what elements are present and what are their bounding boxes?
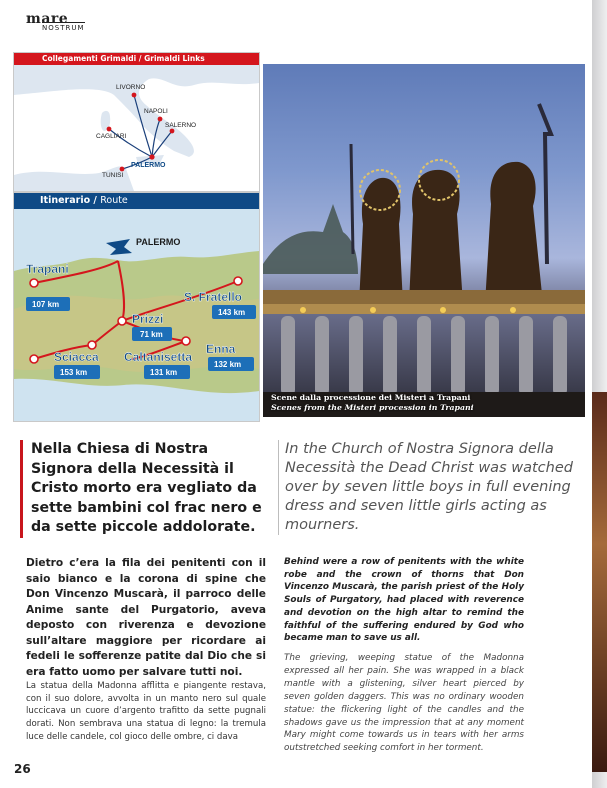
route-map-title (14, 193, 259, 209)
map1-city: SALERNO (165, 122, 197, 129)
route-place-km: 131 km (150, 368, 178, 377)
procession-photo (263, 64, 585, 417)
body-italian: La statua della Madonna afflitta e piangente restava, con il suo dolore, avvolta in un manto nero sul quale luccicava un cuore d’argento trafitto da sette pugnali dorati. Non sembrava una statua di legno: la tremula luce delle candele, col gioco delle ombre, ci dava (26, 681, 266, 742)
body-english: The grieving, weeping statue of the Madonna expressed all her pain. She was wrapped in a black mantle with a glistening, silver heart pierced by seven golden daggers. This was no ordinary wooden statue: the flickering light of the candles and the shadows gave us the impression that at any moment Mary might come towards us in tears with her arms outstretched seeking comfort in her torment. (284, 653, 524, 754)
lead-english: In the Church of Nostra Signora della Necessità the Dead Christ was watched over by seven little boys in full evening dress and seven little girls acting as mourners. (278, 440, 585, 535)
photo-caption (271, 393, 474, 413)
route-map (13, 192, 260, 422)
magazine-logo (26, 8, 85, 32)
logo-mare: mare (26, 11, 69, 27)
route-place-name: Caltanisetta (124, 350, 193, 364)
route-place-name: Prizzi (132, 312, 164, 326)
route-place-name: Sciacca (54, 350, 99, 364)
procession-illustration (263, 64, 585, 417)
photo-caption-en: Scenes from the Misteri procession in Trapani (271, 403, 474, 412)
map1-city: NAPOLI (144, 108, 168, 115)
route-place-km: 71 km (140, 330, 163, 339)
lead-italian: Nella Chiesa di Nostra Signora della Necessità il Cristo morto era vegliato da sette bambini col frac nero e da sette piccole addolorate. (20, 440, 271, 538)
route-place-km: 153 km (60, 368, 88, 377)
route-place-name: S. Fratello (184, 290, 243, 304)
route-place-km: 143 km (218, 308, 246, 317)
sicily-map (14, 209, 259, 421)
next-page-edge (592, 392, 607, 772)
route-title-sep: / (90, 195, 101, 206)
mediterranean-map (14, 65, 259, 191)
logo-nostrum: NOSTRUM (42, 24, 85, 32)
grimaldi-links-title: Collegamenti Grimaldi / Grimaldi Links (14, 53, 259, 65)
route-title-en: Route (100, 195, 128, 206)
route-place-name: Enna (206, 342, 236, 356)
grimaldi-links-map (13, 52, 260, 192)
route-place-km: 132 km (214, 360, 242, 369)
body-english-bold: Behind were a row of penitents with the white robe and the crown of thorns that Don Vincenzo Muscarà, the parish priest of the Holy Souls of Purgatory, had placed with reverence and devotion on the high altar to remind the faithful of the suffering endured by God who became man to save us all. (284, 557, 524, 644)
route-place-km: 107 km (32, 300, 60, 309)
page-number: 26 (14, 762, 31, 776)
map1-city: CAGLIARI (96, 133, 127, 140)
route-place-name: Trapani (26, 262, 69, 276)
photo-caption-it: Scene dalla processione dei Misteri a Trapani (271, 393, 471, 402)
route-palermo-label: PALERMO (136, 237, 181, 247)
route-title-it: Itinerario (40, 195, 91, 206)
map1-city: LIVORNO (116, 84, 146, 91)
body-italian-bold: Dietro c’era la fila dei penitenti con il saio bianco e la corona di spine che Don Vincenzo Muscarà, il parroco delle Anime sante del Purgatorio, aveva deposto con riverenza e devozione sull’altare maggiore per ricordare ai fedeli le sofferenze patite dal Dio che si era fatto uomo per salvare tutti noi. (26, 557, 266, 678)
map1-city-palermo: PALERMO (131, 162, 166, 169)
map1-city: TUNISI (102, 172, 124, 179)
